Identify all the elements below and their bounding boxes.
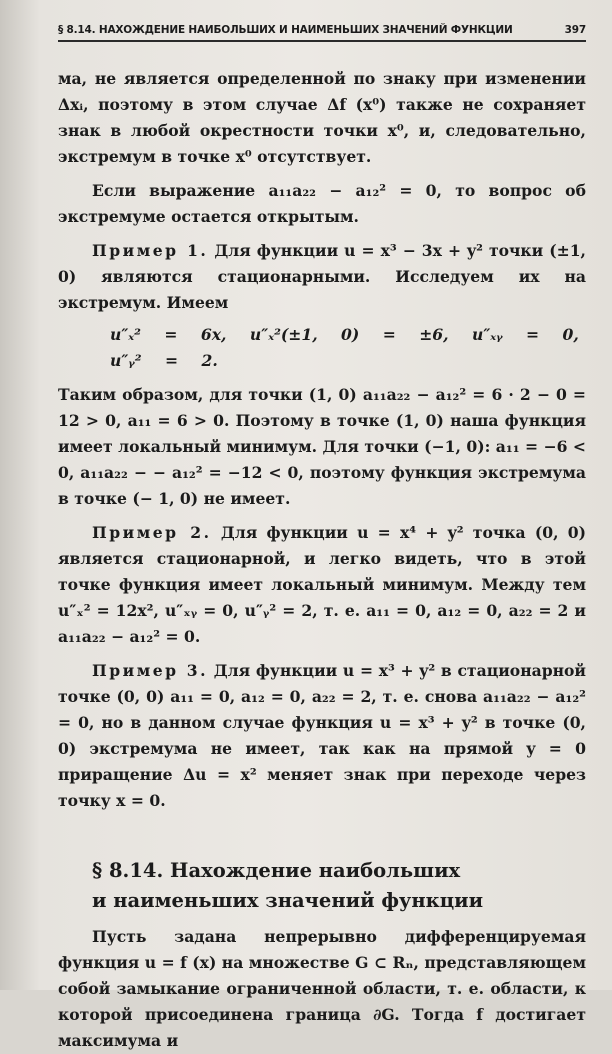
example-2-text: Для функции u = x⁴ + y² точка (0, 0) является стационарной, и легко видеть, что в этой точке функция имеет локальный минимум. Между тем u″ₓ² = 12x², u″ₓᵧ = 0, u″ᵧ² = 2, т. е. a₁₁ = 0, a₁₂ = 0, a₂₂ = 2 и a₁₁a₂₂ − a₁₂² = 0. [58,523,586,646]
page-number: 397 [564,24,586,36]
example-1 [58,238,586,316]
example-2 [58,520,586,650]
example-1-formula: u″ₓ² = 6x, u″ₓ²(±1, 0) = ±6, u″ₓᵧ = 0, u″ᵧ² = 2. [110,325,579,370]
example-2-label: Пример 2. [92,523,212,542]
example-1-label: Пример 1. [92,241,209,260]
paragraph-continuation: ма, не является определенной по знаку при изменении Δxᵢ, поэтому в этом случае Δf (x⁰) также не сохраняет знак в любой окрестности точки x⁰, и, следовательно, экстремум в точке x⁰ отсутствует. [58,69,586,166]
example-3-label: Пример 3. [92,661,209,680]
example-1-text: Для функции u = x³ − 3x + y² точки (±1, 0) являются стационарными. Исследуем их на экстремум. Имеем [58,241,586,312]
running-title: § 8.14. НАХОЖДЕНИЕ НАИБОЛЬШИХ И НАИМЕНЬШИХ ЗНАЧЕНИЙ ФУНКЦИИ [58,24,513,36]
page-body [58,66,586,1054]
running-header [58,24,586,42]
example-1-conclusion: Таким образом, для точки (1, 0) a₁₁a₂₂ − a₁₂² = 6 · 2 − 0 = 12 > 0, a₁₁ = 6 > 0. Поэтому в точке (1, 0) наша функция имеет локальный минимум. Для точки (−1, 0): a₁₁ = −6 < 0, a₁₁a₂₂ − − a₁₂² = −12 < 0, поэтому функция экстремума в точке (− 1, 0) не имеет. [58,385,586,508]
example-3-text: Для функции u = x³ + y² в стационарной точке (0, 0) a₁₁ = 0, a₁₂ = 0, a₂₂ = 2, т. е. снова a₁₁a₂₂ − a₁₂² = 0, но в данном случае функция u = x³ + y² в точке (0, 0) экстремума не имеет, так как на прямой y = 0 приращение Δu = x² меняет знак при переходе через точку x = 0. [58,661,586,810]
section-heading [58,856,586,916]
section-heading-line-1: § 8.14. Нахождение наибольших [92,859,461,882]
paragraph-open-question: Если выражение a₁₁a₂₂ − a₁₂² = 0, то вопрос об экстремуме остается открытым. [58,181,586,226]
section-intro-paragraph: Пусть задана непрерывно дифференцируемая функция u = f (x) на множестве G ⊂ Rₙ, представляющем собой замыкание ограниченной области, т. е. области, к которой присоединена граница ∂G. Тогда f достигает максимума и [58,927,586,1050]
section-heading-line-2: и наименьших значений функции [92,889,484,912]
example-3 [58,658,586,814]
